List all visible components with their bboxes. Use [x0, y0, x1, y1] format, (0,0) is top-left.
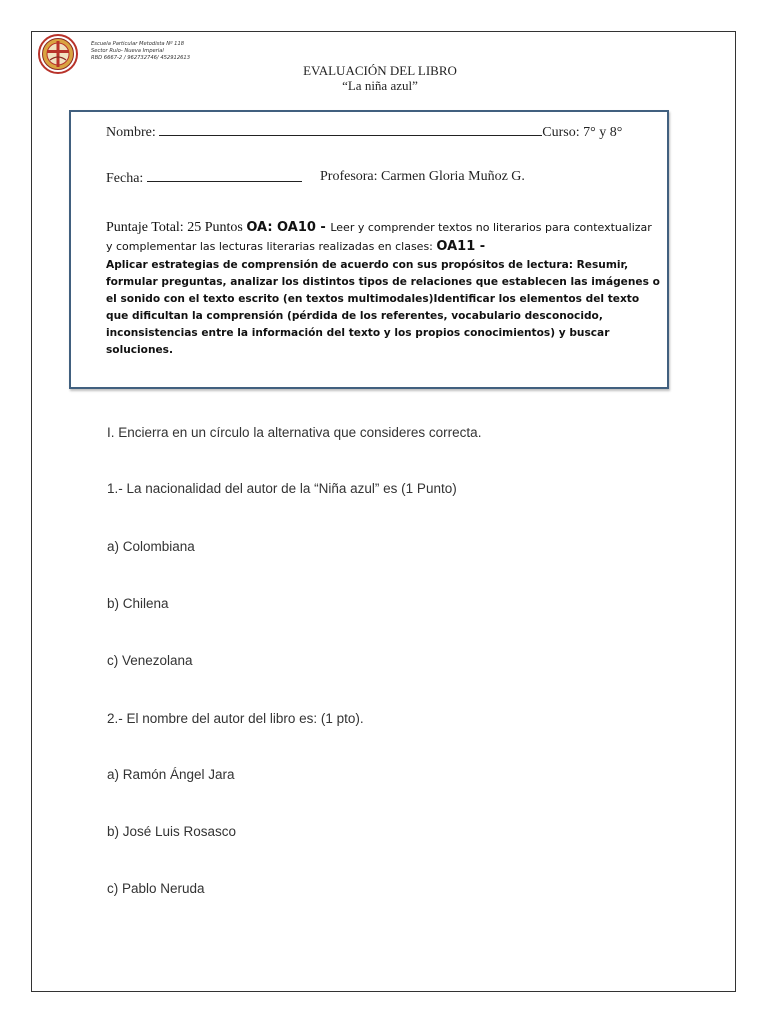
- school-rbd: RBD 6667-2 / 962732746/ 452912613: [91, 55, 191, 61]
- question-2-option-c[interactable]: c) Pablo Neruda: [107, 881, 205, 896]
- school-info: [91, 41, 190, 62]
- school-logo-icon: [38, 34, 78, 74]
- profesora-label: Profesora: Carmen Gloria Muñoz G.: [320, 169, 525, 184]
- nombre-blank[interactable]: [159, 123, 542, 136]
- document-subtitle: “La niña azul”: [342, 78, 418, 93]
- question-2: 2.- El nombre del autor del libro es: (1 pto).: [107, 711, 364, 726]
- school-sector: Sector Rulo- Nueva Imperial: [91, 48, 164, 54]
- instructions: I. Encierra en un círculo la alternativa que consideres correcta.: [107, 425, 482, 440]
- fecha-blank[interactable]: [147, 169, 302, 182]
- puntaje-total: Puntaje Total: 25 Puntos: [106, 220, 247, 235]
- question-2-option-a[interactable]: a) Ramón Ángel Jara: [107, 767, 235, 782]
- oa11-text: Aplicar estrategias de comprensión de acuerdo con sus propósitos de lectura: Resumir, formular preguntas, analizar los distintos tipos de relaciones que establecen las imágenes o el sonido con el texto escrito (en textos multimodales)Identificar los elementos del texto que dificultan la comprensión (pérdida de los referentes, vocabulario desconocido, inconsistencias entre la información del texto y los propios conocimientos) y buscar soluciones.: [106, 259, 660, 356]
- fecha-label: Fecha:: [106, 171, 147, 186]
- document-title: EVALUACIÓN DEL LIBRO: [303, 63, 457, 78]
- nombre-row: [106, 123, 622, 141]
- question-1-option-c[interactable]: c) Venezolana: [107, 653, 193, 668]
- question-1-option-a[interactable]: a) Colombiana: [107, 539, 195, 554]
- document-title-block: [250, 63, 510, 93]
- nombre-label: Nombre:: [106, 125, 160, 140]
- learning-objectives: [106, 219, 661, 359]
- fecha-row: [106, 169, 302, 187]
- oa10-tag: OA: OA10 -: [246, 220, 331, 235]
- curso-label: Curso: 7° y 8°: [542, 125, 623, 140]
- oa11-tag: OA11 -: [436, 238, 486, 254]
- question-1: 1.- La nacionalidad del autor de la “Niña azul” es (1 Punto): [107, 481, 457, 496]
- school-name: Escuela Particular Metodista Nº 118: [91, 41, 185, 47]
- oa10-text: Leer y comprender textos no literarios para contextualizar y complementar las lecturas literarias realizadas en clases:: [106, 221, 652, 253]
- question-1-option-b[interactable]: b) Chilena: [107, 596, 169, 611]
- question-2-option-b[interactable]: b) José Luis Rosasco: [107, 824, 237, 839]
